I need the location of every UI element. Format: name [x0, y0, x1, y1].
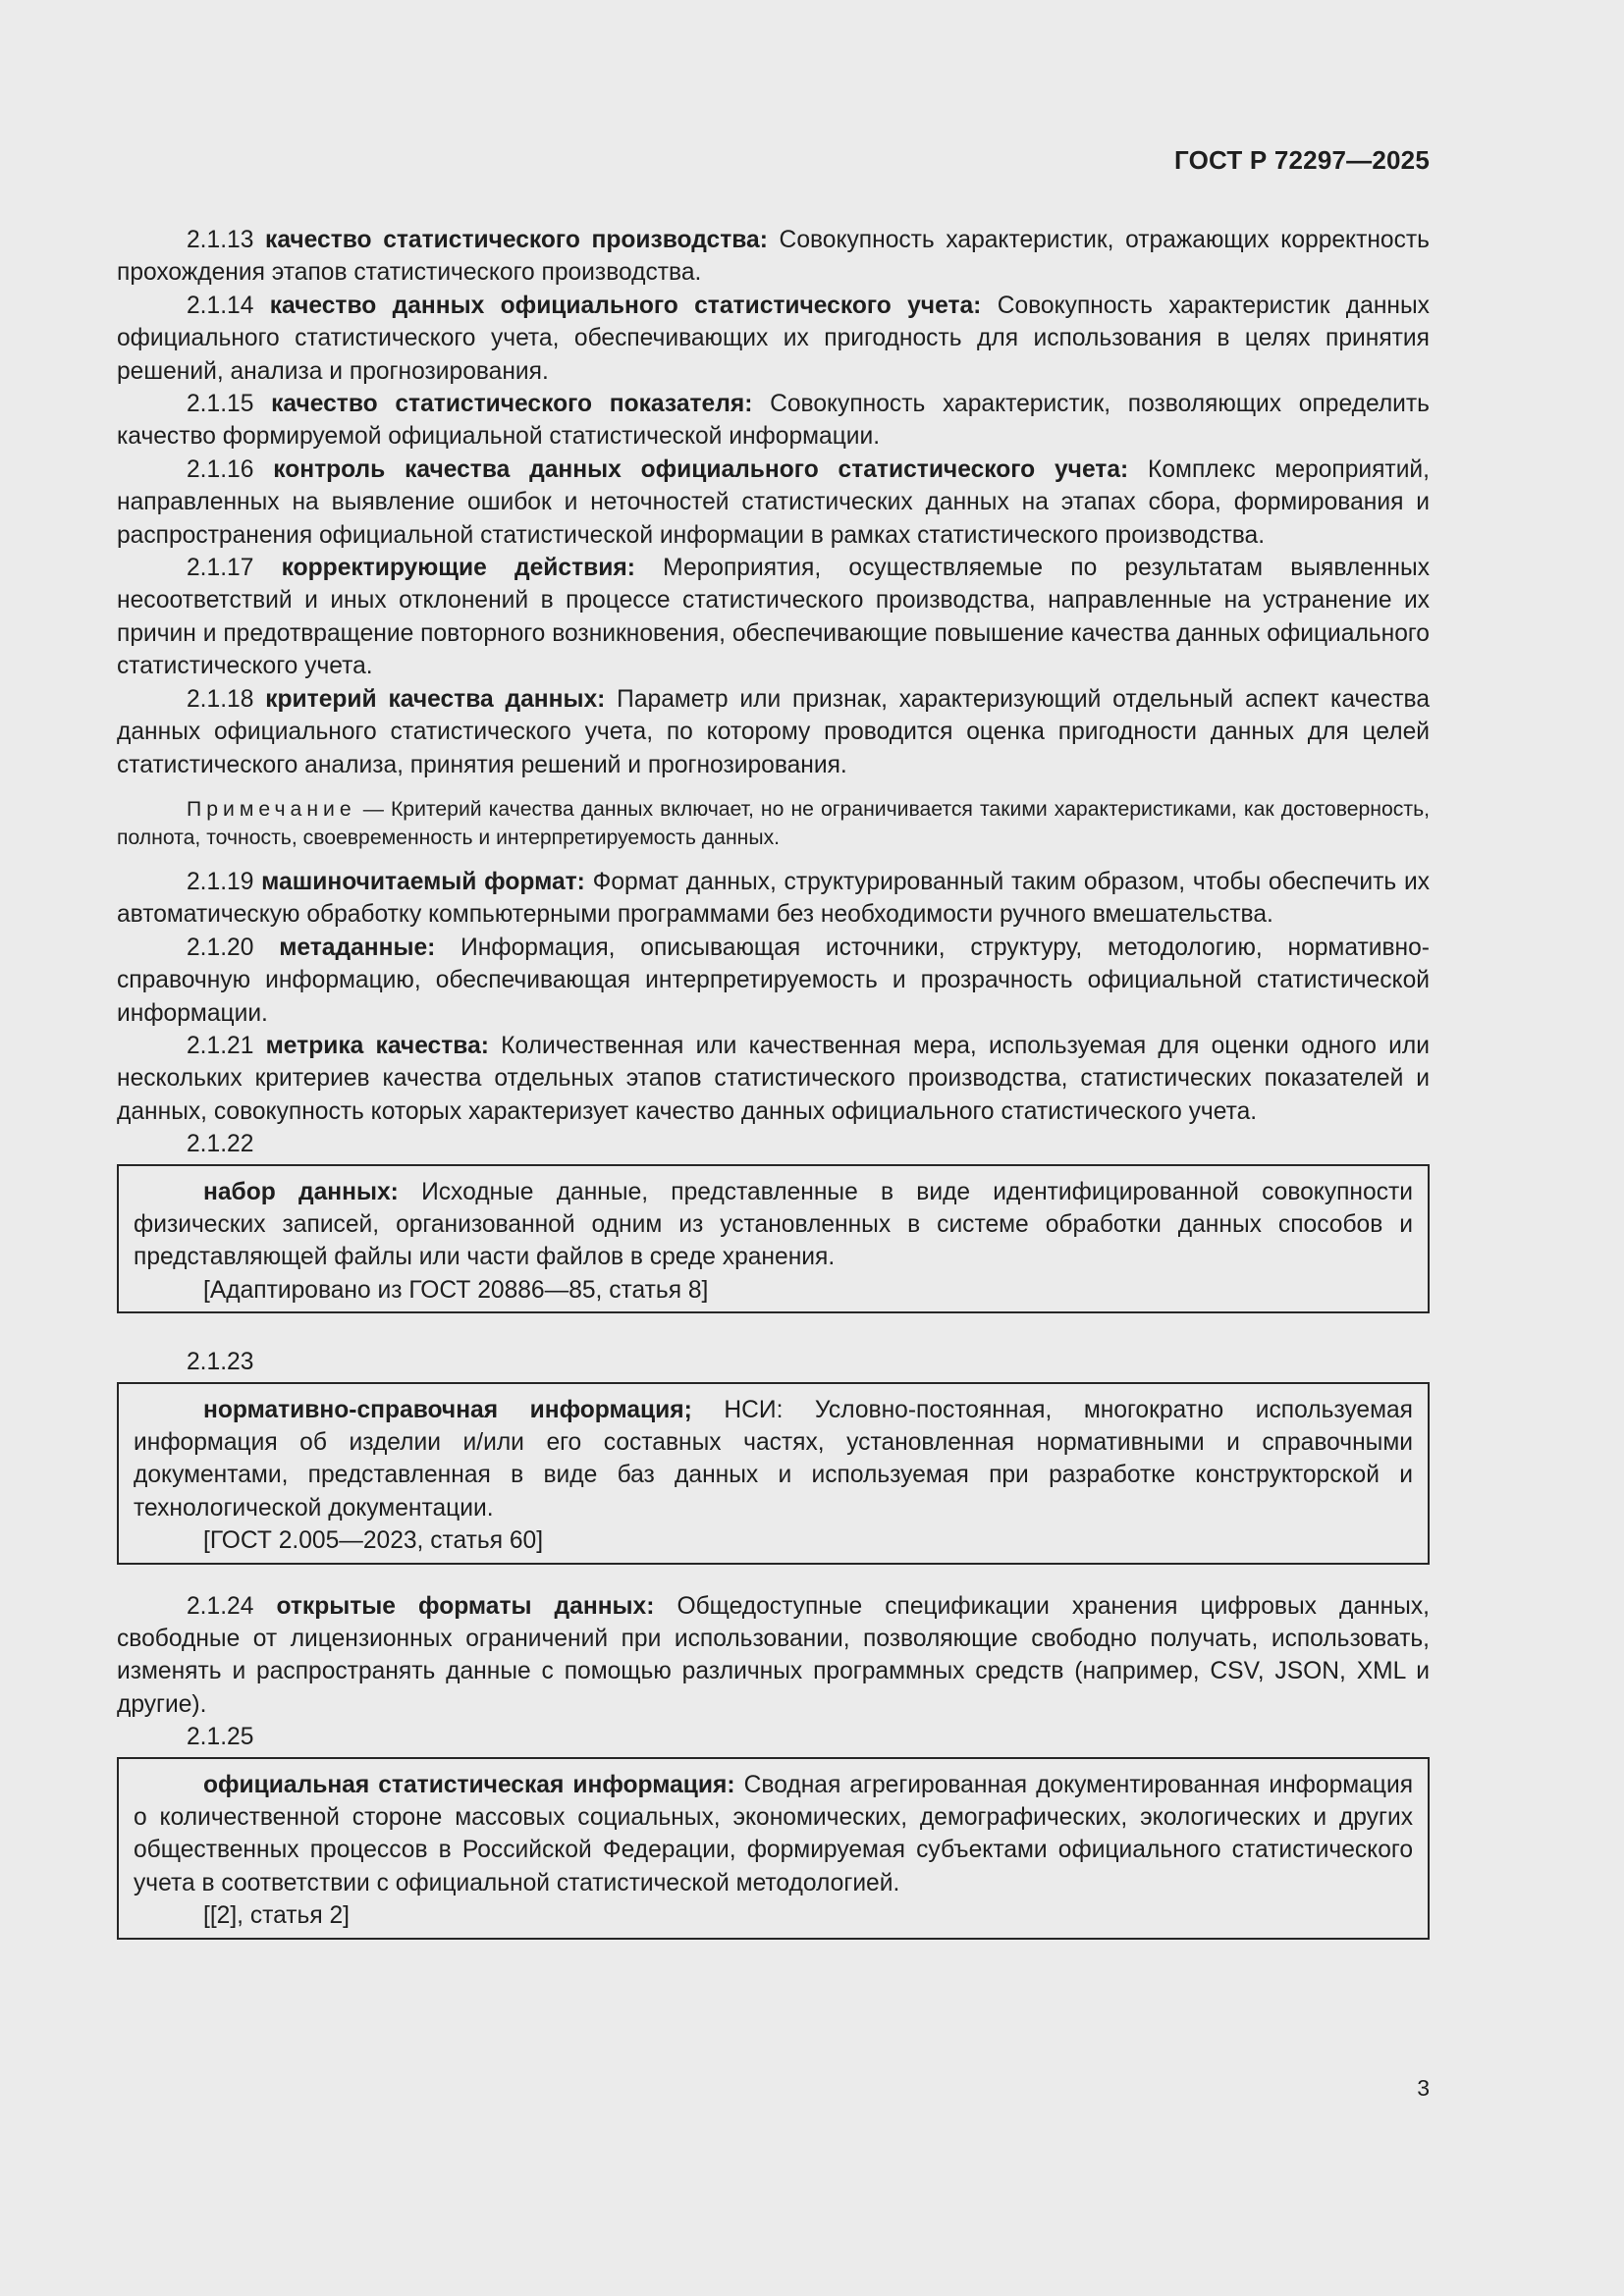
clause-number-2-1-22: 2.1.22 [187, 1131, 254, 1158]
definition-text: НСИ: Условно-постоянная, многократно используемая информация об изделии и/или его составных частях, установленная нормативными и справочными документами, представленная в виде баз данных и используемая при разработке конструкторской и технологической документации. [134, 1396, 1413, 1522]
definition-text: Мероприятия, осуществляемые по результатам выявленных несоответствий и иных отклонений в процессе статистического производства, направленные на устранение их причин и предотвращение повторного возникновения, обеспечивающие повышение качества данных официального статистического учета. [117, 555, 1430, 680]
clause-number: 2.1.21 [187, 1032, 254, 1059]
definition-2-1-20 [117, 932, 1430, 1030]
source-reference: [[2], статья 2] [203, 1902, 351, 1930]
term: критерий качества данных: [265, 685, 606, 713]
definition-text: Общедоступные спецификации хранения цифровых данных, свободные от лицензионных ограничений при использовании, позволяющие свободно получать, использовать, изменять и распространять данные с помощью различных программных средств (например, CSV, JSON, XML и другие). [117, 1592, 1430, 1718]
definition-text: Совокупность характеристик, отражающих корректность прохождения этапов статистического производства. [117, 227, 1430, 287]
clause-number-2-1-25: 2.1.25 [187, 1724, 254, 1751]
definition-2-1-24 [117, 1590, 1430, 1722]
term: качество статистического показателя: [271, 391, 753, 418]
definition-2-1-19 [117, 866, 1430, 932]
definition-text: Комплекс мероприятий, направленных на выявление ошибок и неточностей статистических данных на этапах сбора, формирования и распространения официальной статистической информации в рамках статистического производства. [117, 455, 1431, 549]
definition-text: Количественная или качественная мера, используемая для оценки одного или нескольких критериев качества отдельных этапов статистического производства, статистических показателей и данных, совокупность которых характеризует качество данных официального статистического учета. [117, 1032, 1430, 1125]
clause-number: 2.1.24 [187, 1592, 254, 1620]
clause-number: 2.1.17 [187, 555, 254, 582]
note-text: — Критерий качества данных включает, но не ограничивается такими характеристиками, как достоверность, полнота, точность, своевременность и интерпретируемость данных. [117, 797, 1430, 849]
source-reference: [Адаптировано из ГОСТ 20886—85, статья 8] [203, 1276, 709, 1304]
clause-number: 2.1.18 [187, 685, 254, 713]
definition-2-1-17 [117, 552, 1430, 683]
standard-designation: ГОСТ Р 72297—2025 [1174, 145, 1430, 175]
source-reference: [ГОСТ 2.005—2023, статья 60] [203, 1527, 544, 1555]
term: набор данных: [203, 1178, 399, 1205]
definition-text: Информация, описывающая источники, структуру, методологию, нормативно-справочную информацию, обеспечивающая интерпретируемость и прозрачность официальной статистической информации. [117, 934, 1430, 1027]
definition-text: Формат данных, структурированный таким образом, чтобы обеспечить их автоматическую обработку компьютерными программами без необходимости ручного вмешательства. [117, 868, 1430, 929]
definition-text: Сводная агрегированная документированная информация о количественной стороне массовых социальных, экономических, демографических, экологических и других общественных процессов в Российской Федерации, формируемая субъектами официального статистического учета в соответствии с официальной статистической методологией. [134, 1771, 1414, 1896]
note-label: Примечание [187, 797, 356, 821]
clause-number: 2.1.15 [187, 391, 254, 418]
definitions-section [117, 224, 1430, 1940]
clause-number: 2.1.19 [187, 868, 254, 895]
clause-number: 2.1.13 [187, 227, 254, 253]
clause-number: 2.1.20 [187, 934, 254, 961]
note-2-1-18 [117, 795, 1430, 852]
definition-text: Совокупность характеристик данных официального статистического учета, обеспечивающих их пригодность для использования в целях принятия решений, анализа и прогнозирования. [117, 292, 1430, 385]
term: качество статистического производства: [265, 227, 768, 253]
definition-2-1-18 [117, 683, 1430, 781]
borrowed-definition-box-2-1-22 [117, 1164, 1430, 1314]
definition-text: Параметр или признак, характеризующий отдельный аспект качества данных официального статистического учета, по которому проводится оценка пригодности данных для целей статистического анализа, принятия решений и прогнозирования. [117, 685, 1430, 778]
term: нормативно-справочная информация; [203, 1396, 692, 1423]
definition-2-1-22 [134, 1176, 1413, 1274]
definition-text: Исходные данные, представленные в виде идентифицированной совокупности физических записей, организованной одним из установленных в системе обработки данных способов и представляющей файлы или части файлов в среде хранения. [134, 1178, 1413, 1271]
definition-2-1-25 [134, 1769, 1413, 1900]
borrowed-definition-box-2-1-25 [117, 1757, 1430, 1940]
clause-number-2-1-23: 2.1.23 [187, 1349, 254, 1376]
term: качество данных официального статистического учета: [269, 292, 982, 319]
definition-2-1-14 [117, 290, 1430, 388]
clause-number: 2.1.14 [187, 292, 254, 319]
definition-2-1-23 [134, 1394, 1413, 1525]
definition-2-1-15 [117, 388, 1430, 454]
definition-2-1-13 [117, 224, 1430, 290]
term: официальная статистическая информация: [203, 1771, 735, 1798]
term: метрика качества: [265, 1032, 489, 1059]
term: контроль качества данных официального статистического учета: [273, 455, 1129, 483]
definition-text: Совокупность характеристик, позволяющих определить качество формируемой официальной статистической информации. [117, 391, 1430, 451]
term: корректирующие действия: [281, 555, 635, 582]
page-number: 3 [1417, 2075, 1430, 2101]
borrowed-definition-box-2-1-23 [117, 1382, 1430, 1565]
definition-2-1-16 [117, 454, 1430, 552]
term: машиночитаемый формат: [261, 868, 585, 895]
term: открытые форматы данных: [276, 1592, 655, 1620]
clause-number: 2.1.16 [187, 455, 254, 483]
term: метаданные: [279, 934, 436, 961]
definition-2-1-21 [117, 1030, 1430, 1128]
